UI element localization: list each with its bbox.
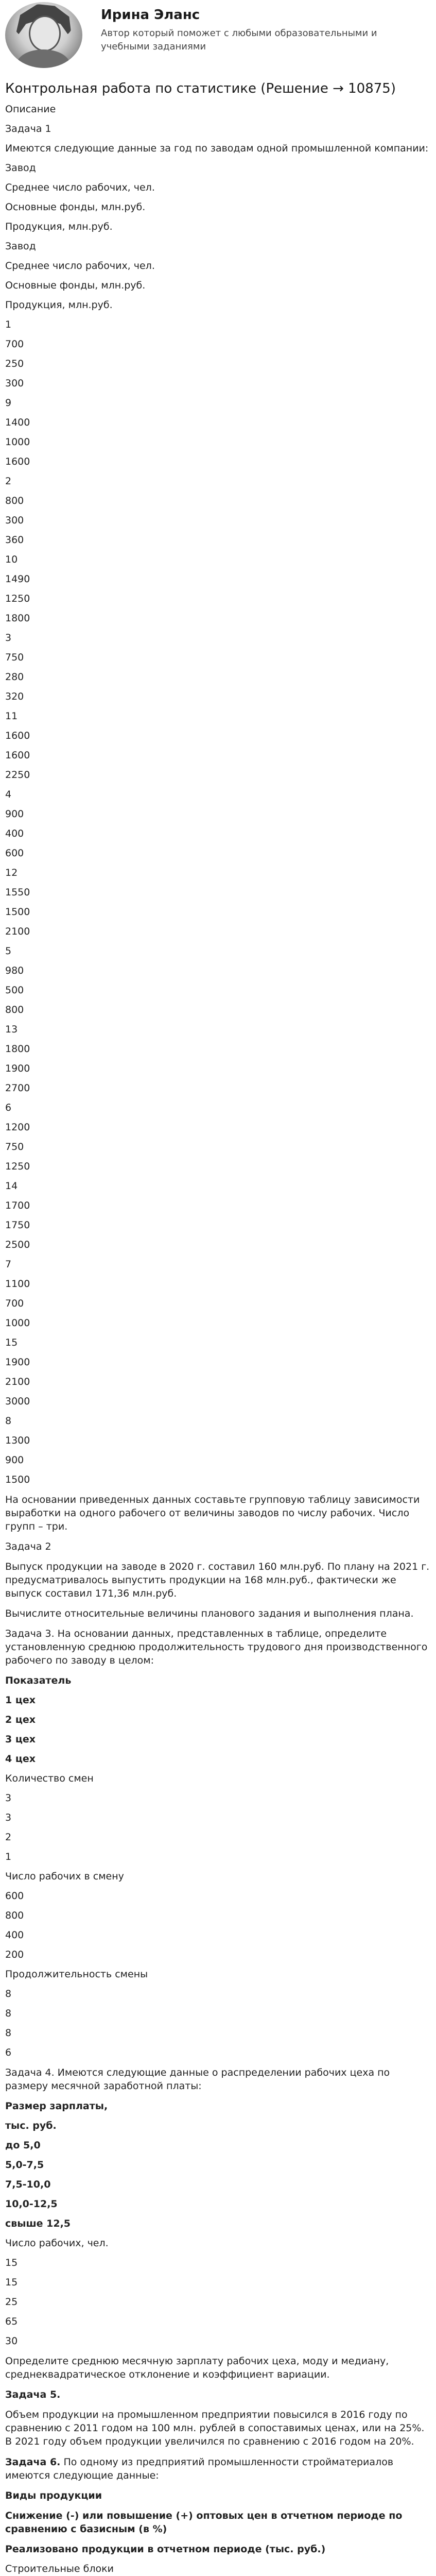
description-line: 980 xyxy=(5,965,24,976)
description-line: 600 xyxy=(5,1890,24,1902)
description-line: Продукция, млн.руб. xyxy=(5,221,113,232)
description-line: 1600 xyxy=(5,730,30,741)
description-line: 1000 xyxy=(5,436,30,448)
description-line: 1400 xyxy=(5,417,30,428)
description-line: 13 xyxy=(5,1024,18,1035)
description-line: 6 xyxy=(5,2047,12,2058)
description-body xyxy=(5,103,431,2576)
description-line: 2250 xyxy=(5,769,30,781)
description-line: 1100 xyxy=(5,1278,30,1290)
description-line: Задача 5. xyxy=(5,2389,61,2400)
description-line: 1200 xyxy=(5,1122,30,1133)
description-line: 4 цех xyxy=(5,1753,36,1765)
description-line: 1 xyxy=(5,1851,12,1862)
description-line: 900 xyxy=(5,808,24,820)
avatar-body-shape xyxy=(16,49,70,68)
description-line: 8 xyxy=(5,2027,12,2039)
description-line: 1490 xyxy=(5,573,30,585)
description-line xyxy=(5,2455,431,2482)
description-line: 1900 xyxy=(5,1063,30,1074)
description-line: 1000 xyxy=(5,1317,30,1329)
description-line: 2100 xyxy=(5,926,30,937)
description-line: Основные фонды, млн.руб. xyxy=(5,280,146,291)
description-line: 11 xyxy=(5,710,18,722)
description-line: 2 цех xyxy=(5,1714,36,1725)
description-line: Описание xyxy=(5,104,56,115)
description-line: 750 xyxy=(5,1141,24,1153)
description-line: 6 xyxy=(5,1102,12,1113)
description-line: Имеются следующие данные за год по заводам одной промышленной компании: xyxy=(5,143,429,154)
description-line: 8 xyxy=(5,2008,12,2019)
description-line: свыше 12,5 xyxy=(5,2218,71,2229)
description-line: 1250 xyxy=(5,1161,30,1172)
description-line: Число рабочих в смену xyxy=(5,1871,124,1882)
description-line: Среднее число рабочих, чел. xyxy=(5,182,155,193)
description-line: 250 xyxy=(5,358,24,369)
description-line: 360 xyxy=(5,534,24,546)
description-line: 300 xyxy=(5,378,24,389)
description-line: 320 xyxy=(5,691,24,702)
description-line: 25 xyxy=(5,2296,18,2308)
author-avatar[interactable] xyxy=(5,2,82,68)
description-line: 400 xyxy=(5,828,24,839)
description-line: Размер зарплаты, xyxy=(5,2100,108,2112)
description-line: 5,0-7,5 xyxy=(5,2159,44,2171)
description-line: 4 xyxy=(5,789,12,800)
description-line: 1700 xyxy=(5,1200,30,1211)
description-line: Число рабочих, чел. xyxy=(5,2238,109,2249)
description-line: 900 xyxy=(5,1454,24,1466)
description-line: Строительные блоки xyxy=(5,2563,114,2574)
description-line: 10 xyxy=(5,554,18,565)
description-line: 280 xyxy=(5,671,24,683)
description-line: 2500 xyxy=(5,1239,30,1250)
description-line: 1250 xyxy=(5,593,30,604)
description-line: Показатель xyxy=(5,1675,72,1686)
description-paragraph: Снижение (-) или повышение (+) оптовых цен в отчетном периоде по сравнению с базисным (в %) xyxy=(5,2510,403,2535)
description-line: 8 xyxy=(5,1415,12,1427)
description-line: 10,0-12,5 xyxy=(5,2198,58,2210)
description-line: 8 xyxy=(5,1988,12,1999)
description-line: 3 xyxy=(5,1792,12,1804)
description-paragraph: Задача 3. На основании данных, представленных в таблице, определите установленную среднюю продолжительность трудового дня производственного рабочего по заводу в целом: xyxy=(5,1628,428,1666)
description-line: 1300 xyxy=(5,1435,30,1446)
description-line: Вычислите относительные величины планового задания и выполнения плана. xyxy=(5,1608,414,1619)
description-line: 800 xyxy=(5,1910,24,1921)
description-line: 1900 xyxy=(5,1357,30,1368)
description-line: 1500 xyxy=(5,906,30,918)
description-line: 1550 xyxy=(5,887,30,898)
description-line: Реализовано продукции в отчетном периоде (тыс. руб.) xyxy=(5,2544,326,2555)
description-line: 3 xyxy=(5,632,12,643)
description-line: 750 xyxy=(5,652,24,663)
description-line: 500 xyxy=(5,985,24,996)
description-line: Количество смен xyxy=(5,1773,94,1784)
description-line: 2 xyxy=(5,1832,12,1843)
description-paragraph: Задача 4. Имеются следующие данные о распределении рабочих цеха по размеру месячной заработной платы: xyxy=(5,2067,390,2092)
description-line: 15 xyxy=(5,2257,18,2268)
description-line: 800 xyxy=(5,495,24,506)
description-line: 1500 xyxy=(5,1474,30,1485)
task-label: Задача 6. xyxy=(5,2456,61,2468)
description-line: 800 xyxy=(5,1004,24,1015)
description-line: 15 xyxy=(5,2277,18,2288)
author-header xyxy=(0,0,436,72)
description-line: 1800 xyxy=(5,1043,30,1055)
description-line: 2700 xyxy=(5,1082,30,1094)
description-line: Среднее число рабочих, чел. xyxy=(5,260,155,272)
description-line: 1600 xyxy=(5,456,30,467)
work-content xyxy=(0,72,436,2576)
description-line: 30 xyxy=(5,2335,18,2347)
description-paragraph: Определите среднюю месячную зарплату рабочих цеха, моду и медиану, среднеквадратическое отклонение и коэффициент вариации. xyxy=(5,2355,389,2380)
avatar-face-shape xyxy=(29,15,61,52)
author-description: Автор который поможет с любыми образовательными и учебными заданиями xyxy=(101,28,377,52)
description-line: 1800 xyxy=(5,613,30,624)
description-line: 65 xyxy=(5,2316,18,2327)
description-line: 5 xyxy=(5,945,12,957)
description-line: 7 xyxy=(5,1259,12,1270)
author-info xyxy=(101,2,389,54)
description-line: Продукция, млн.руб. xyxy=(5,299,113,311)
description-line: 700 xyxy=(5,1298,24,1309)
description-line: 200 xyxy=(5,1949,24,1960)
description-line: 1 xyxy=(5,319,12,330)
description-paragraph: Выпуск продукции на заводе в 2020 г. составил 160 млн.руб. По плану на 2021 г. предусматривалось выпустить продукции на 168 млн.руб., фактически же выпуск составил 171,36 млн.руб. xyxy=(5,1561,430,1599)
description-line: 300 xyxy=(5,515,24,526)
description-line: Основные фонды, млн.руб. xyxy=(5,201,146,213)
description-line: до 5,0 xyxy=(5,2140,41,2151)
description-line: 700 xyxy=(5,338,24,350)
description-line: 2100 xyxy=(5,1376,30,1387)
description-line: 1 цех xyxy=(5,1694,36,1706)
description-line: Задача 2 xyxy=(5,1541,51,1552)
work-title: Контрольная работа по статистике (Решение → 10875) xyxy=(5,81,396,96)
description-line: 12 xyxy=(5,867,18,878)
description-line: тыс. руб. xyxy=(5,2120,57,2131)
description-line: 2 xyxy=(5,476,12,487)
description-line: Завод xyxy=(5,241,36,252)
description-line: Виды продукции xyxy=(5,2490,102,2501)
description-line: 3 цех xyxy=(5,1734,36,1745)
description-line: 400 xyxy=(5,1929,24,1941)
description-paragraph: На основании приведенных данных составьте групповую таблицу зависимости выработки на одного рабочего от величины заводов по числу рабочих. Число групп – три. xyxy=(5,1494,420,1532)
task-text: По одному из предприятий промышленности стройматериалов имеются следующие данные: xyxy=(5,2456,394,2481)
description-line: 3000 xyxy=(5,1396,30,1407)
description-line: 1600 xyxy=(5,750,30,761)
description-line: 600 xyxy=(5,848,24,859)
description-line: 9 xyxy=(5,397,12,409)
author-name[interactable]: Ирина Эланс xyxy=(101,7,200,23)
description-line: Задача 1 xyxy=(5,123,51,134)
description-line: 15 xyxy=(5,1337,18,1348)
description-line: 14 xyxy=(5,1180,18,1192)
description-line: 3 xyxy=(5,1812,12,1823)
description-line: 7,5-10,0 xyxy=(5,2179,51,2190)
description-line: Продолжительность смены xyxy=(5,1969,148,1980)
description-line: 1750 xyxy=(5,1219,30,1231)
description-line: Завод xyxy=(5,162,36,174)
description-paragraph: Объем продукции на промышленном предприятии повысился в 2016 году по сравнению с 2011 годом на 100 млн. рублей в сопоставимых ценах, или на 25%. В 2021 году объем продукции увеличился по сравнению с 2016 годом на 20%. xyxy=(5,2409,425,2447)
